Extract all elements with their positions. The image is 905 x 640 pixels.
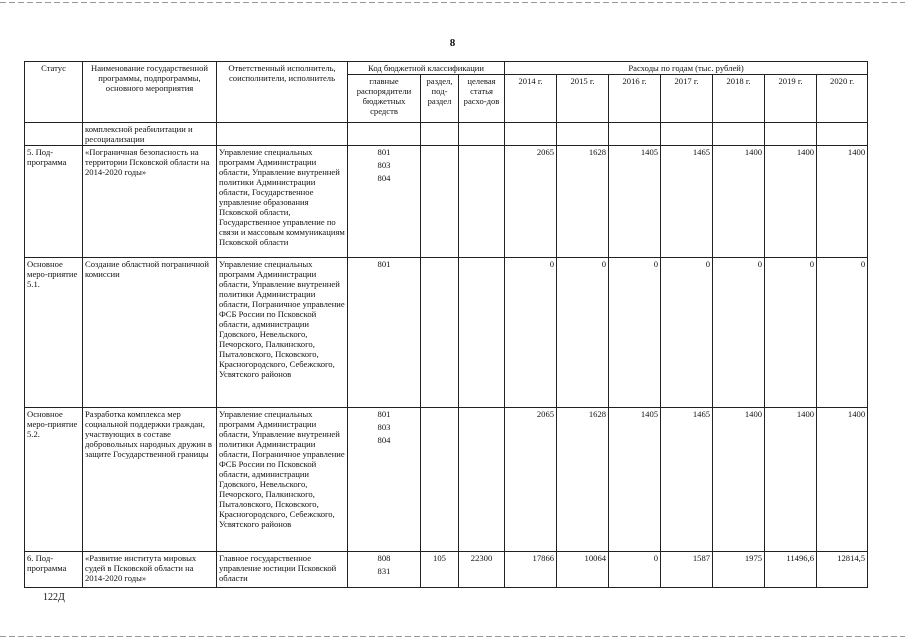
header-row-top [25,62,868,75]
cell-section: 105 [421,552,459,588]
header-status: Статус [25,62,83,123]
cell-year-2018: 0 [713,258,765,408]
cell-status: 6. Под-программа [25,552,83,588]
cell-year [713,123,765,146]
code-value: 804 [377,435,391,445]
cell-name: Создание областной пограничной комиссии [83,258,217,408]
cell-section [421,123,459,146]
code-value: 808 [377,553,391,563]
cell-target [459,123,505,146]
cell-executor: Управление специальных программ Администрации области, Управление внутренней политики Администрации области, Государственное управление образования Псковской области, Государственное управление по связи и массовым коммуникациям Псковской области [217,146,348,258]
code-value: 804 [377,173,391,183]
cell-target [459,258,505,408]
cell-year-2019: 1400 [765,408,817,552]
footer-code: 122Д [43,592,65,603]
table-row [25,258,868,408]
header-year-2019: 2019 г. [765,75,817,123]
code-value: 803 [377,160,391,170]
cell-year-2019: 0 [765,258,817,408]
table-row [25,146,868,258]
cell-codes [348,123,421,146]
cell-year-2016: 0 [609,258,661,408]
cell-executor: Главное государственное управление юстиции Псковской области [217,552,348,588]
cell-year-2017: 1587 [661,552,713,588]
header-year-2017: 2017 г. [661,75,713,123]
table-row-carryover [25,123,868,146]
cell-year-2014: 0 [505,258,557,408]
cell-year-2018: 1975 [713,552,765,588]
cell-executor [217,123,348,146]
cell-codes [348,258,421,408]
page-number: 8 [449,37,456,49]
cell-target [459,408,505,552]
cell-section [421,408,459,552]
cell-executor: Управление специальных программ Администрации области, Управление внутренней политики Администрации области, Пограничное управление ФСБ России по Псковской области, администрации Гдовского, Невельского, Печорского, Палкинского, Пыталовского, Псковского, Красногородского, Себежского, Усвятского районов [217,408,348,552]
cell-status: 5. Под-программа [25,146,83,258]
code-value: 803 [377,422,391,432]
cell-codes [348,146,421,258]
cell-status [25,123,83,146]
cell-year-2018: 1400 [713,408,765,552]
cell-year-2020: 1400 [817,408,868,552]
cell-year-2014: 17866 [505,552,557,588]
header-section: раздел, под-раздел [421,75,459,123]
header-year-2016: 2016 г. [609,75,661,123]
code-value: 831 [377,566,391,576]
scan-edge-bottom [0,636,905,637]
cell-year-2017: 1465 [661,408,713,552]
cell-year [557,123,609,146]
cell-status: Основное меро-приятие 5.2. [25,408,83,552]
header-executor: Ответственный исполнитель, соисполнители, исполнитель [217,62,348,123]
cell-status: Основное меро-приятие 5.1. [25,258,83,408]
code-value: 801 [377,409,391,419]
cell-year-2020: 0 [817,258,868,408]
cell-year-2020: 12814,5 [817,552,868,588]
cell-year [817,123,868,146]
cell-year-2015: 10064 [557,552,609,588]
header-year-2020: 2020 г. [817,75,868,123]
cell-year-2016: 1405 [609,146,661,258]
cell-year [609,123,661,146]
cell-carryover-text: комплексной реабилитации и ресоциализации [83,123,217,146]
header-target-item: целевая статья расхо-дов [459,75,505,123]
header-year-2018: 2018 г. [713,75,765,123]
cell-codes [348,408,421,552]
cell-name: Разработка комплекса мер социальной поддержки граждан, участвующих в составе добровольных народных дружин в защите Государственной границы [83,408,217,552]
code-value: 801 [377,259,391,269]
cell-section [421,146,459,258]
cell-year-2019: 1400 [765,146,817,258]
cell-year [661,123,713,146]
table-row [25,408,868,552]
cell-name: «Пограничная безопасность на территории Псковской области на 2014-2020 годы» [83,146,217,258]
table-row [25,552,868,588]
header-main-managers: главные распорядители бюджетных средств [348,75,421,123]
cell-codes [348,552,421,588]
budget-table [24,61,868,588]
header-expenses: Расходы по годам (тыс. рублей) [505,62,868,75]
cell-year-2016: 0 [609,552,661,588]
cell-year-2017: 0 [661,258,713,408]
header-name: Наименование государственной программы, подпрограммы, основного мероприятия [83,62,217,123]
cell-year-2015: 0 [557,258,609,408]
cell-year-2015: 1628 [557,408,609,552]
cell-executor: Управление специальных программ Администрации области, Управление внутренней политики Администрации области, Пограничное управление ФСБ России по Псковской области, администрации Гдовского, Невельского, Печорского, Палкинского, Пыталовского, Псковского, Красногородского, Себежского, Усвятского районов [217,258,348,408]
scan-edge-top [0,2,905,3]
cell-year [505,123,557,146]
cell-target: 22300 [459,552,505,588]
header-year-2014: 2014 г. [505,75,557,123]
cell-year-2016: 1405 [609,408,661,552]
cell-section [421,258,459,408]
cell-target [459,146,505,258]
cell-year-2018: 1400 [713,146,765,258]
code-value: 801 [377,147,391,157]
cell-year [765,123,817,146]
cell-year-2014: 2065 [505,408,557,552]
cell-year-2015: 1628 [557,146,609,258]
header-budget-code: Код бюджетной классификации [348,62,505,75]
cell-year-2017: 1465 [661,146,713,258]
header-year-2015: 2015 г. [557,75,609,123]
cell-year-2019: 11496,6 [765,552,817,588]
cell-year-2020: 1400 [817,146,868,258]
cell-name: «Развитие института мировых судей в Псковской области на 2014-2020 годы» [83,552,217,588]
cell-year-2014: 2065 [505,146,557,258]
